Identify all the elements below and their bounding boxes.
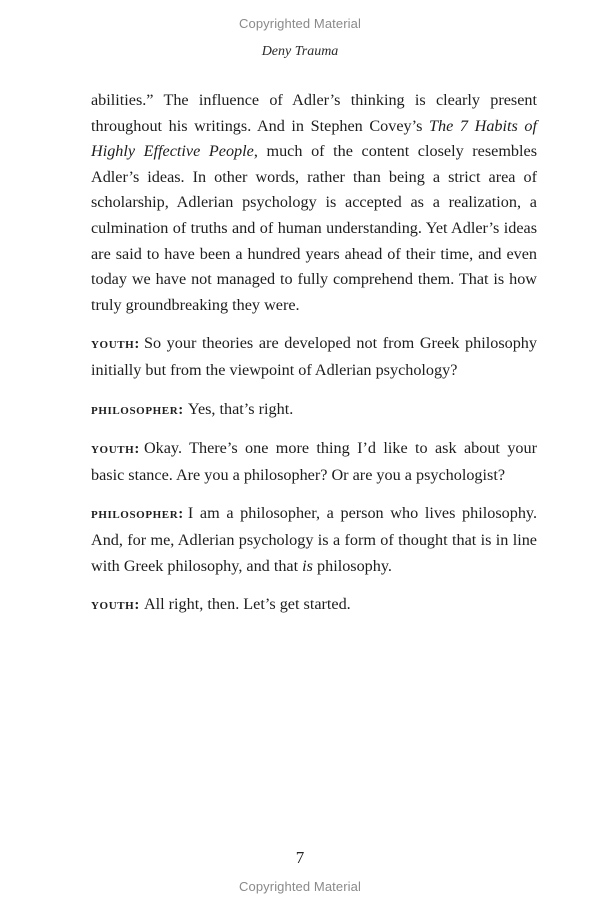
dialogue-line-youth: [91, 592, 537, 619]
speaker-label: youth:: [91, 336, 140, 353]
running-head: Deny Trauma: [261, 44, 339, 59]
page-body: [91, 88, 537, 619]
dialogue-line-philosopher: [91, 397, 537, 424]
dialogue-text: So your theories are developed not from Greek philosophy initially but from the viewpoint of Adlerian psychology?: [91, 334, 537, 379]
copyright-watermark-top: Copyrighted Material: [239, 16, 361, 31]
dialogue-text: philosophy.: [312, 556, 392, 575]
dialogue-line-youth: [91, 331, 537, 383]
paragraph: [91, 88, 537, 318]
dialogue-text: Yes, that’s right.: [187, 399, 294, 418]
speaker-label: philosopher:: [91, 506, 184, 523]
paragraph-text: , much of the content closely resembles Adler’s ideas. In other words, rather than being a strict area of scholarship, Adlerian psychology is accepted as a realization, a culmination of truths and of human understanding. Yet Adler’s ideas are said to have been a hundred years ahead of their time, and even today we have not managed to fully comprehend them. That is how truly groundbreaking they were.: [91, 142, 537, 314]
copyright-watermark-bottom: Copyrighted Material: [239, 879, 361, 894]
dialogue-text: All right, then. Let’s get started.: [143, 595, 351, 614]
speaker-label: youth:: [91, 441, 140, 458]
speaker-label: youth:: [91, 597, 140, 614]
book-title: The 7 Habits of Highly Effective People: [91, 116, 537, 161]
dialogue-text: Okay. There’s one more thing I’d like to ask about your basic stance. Are you a philosopher? Or are you a psychologist?: [91, 439, 537, 484]
dialogue-text: I am a philosopher, a person who lives philosophy. And, for me, Adlerian psychology is a form of thought that is in line with Greek philosophy, and that: [91, 504, 537, 575]
dialogue-line-youth: [91, 436, 537, 488]
page-number: 7: [295, 848, 305, 867]
emphasis: is: [302, 556, 313, 575]
paragraph-text: abilities.” The influence of Adler’s thinking is clearly present throughout his writings. And in Stephen Covey’s: [91, 91, 537, 135]
speaker-label: philosopher:: [91, 401, 184, 418]
dialogue-line-philosopher: [91, 501, 537, 579]
